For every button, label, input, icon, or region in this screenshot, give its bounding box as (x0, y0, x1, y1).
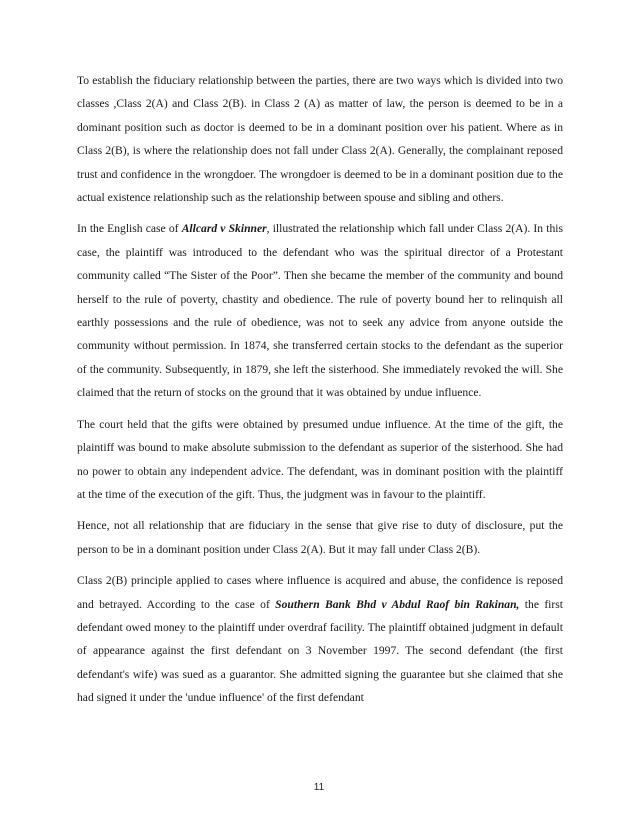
case-name-southern-bank: Southern Bank Bhd v Abdul Raof bin Rakinan, (275, 597, 520, 611)
page-number: 11 (313, 782, 325, 793)
paragraph-court-held (77, 413, 563, 507)
paragraph-allcard-case (77, 217, 563, 404)
text-run: the first defendant owed money to the plaintiff under overdraf facility. The plaintiff obtained judgment in default of appearance against the first defendant on 3 November 1997. The second defendant (the first defendant's wife) was sued as a guarantor. She admitted signing the guarantee but she claimed that she had signed it under the 'undue influence' of the first defendant (77, 597, 564, 705)
paragraph-hence (77, 514, 563, 561)
text-run: Class 2(B) principle applied to cases where influence is acquired and abuse, the confidence is reposed and betrayed. According to the case of (77, 574, 563, 611)
text-run: In the English case of (77, 222, 182, 236)
text-run: The court held that the gifts were obtained by presumed undue influence. At the time of the gift, the plaintiff was bound to make absolute submission to the defendant as superior of the sisterhood. She had no power to obtain any independent advice. The defendant, was in dominant position with the plaintiff at the time of the execution of the gift. Thus, the judgment was in favour to the plaintiff. (77, 417, 563, 501)
paragraph-fiduciary-classes (77, 69, 563, 209)
text-run: , illustrated the relationship which fall under Class 2(A). In this case, the plaintiff was introduced to the defendant who was the spiritual director of a Protestant community called “The Sister of the Poor”. Then she became the member of the community and bound herself to the rule of poverty, chastity and obedience. The rule of poverty bound her to relinquish all earthly possessions and the rule of obedience, was not to seek any advice from anyone outside the community without permission. In 1874, she transferred certain stocks to the defendant as the superior of the community. Subsequently, in 1879, she left the sisterhood. She immediately revoked the will. She claimed that the return of stocks on the ground that it was obtained by undue influence. (77, 222, 563, 400)
case-name-allcard-v-skinner: Allcard v Skinner (181, 222, 267, 236)
text-run: To establish the fiduciary relationship between the parties, there are two ways which is divided into two classes ,Class 2(A) and Class 2(B). in Class 2 (A) as matter of law, the person is deemed to be in a dominant position such as doctor is deemed to be in a dominant position over his patient. Where as in Class 2(B), is where the relationship does not fall under Class 2(A). Generally, the complainant reposed trust and confidence in the wrongdoer. The wrongdoer is deemed to be in a dominant position due to the actual existence relationship such as the relationship between spouse and sibling and others. (77, 74, 563, 205)
paragraph-class-2b (77, 569, 563, 709)
text-run: Hence, not all relationship that are fiduciary in the sense that give rise to duty of disclosure, put the person to be in a dominant position under Class 2(A). But it may fall under Class 2(B). (77, 519, 563, 556)
body-text (77, 69, 563, 718)
